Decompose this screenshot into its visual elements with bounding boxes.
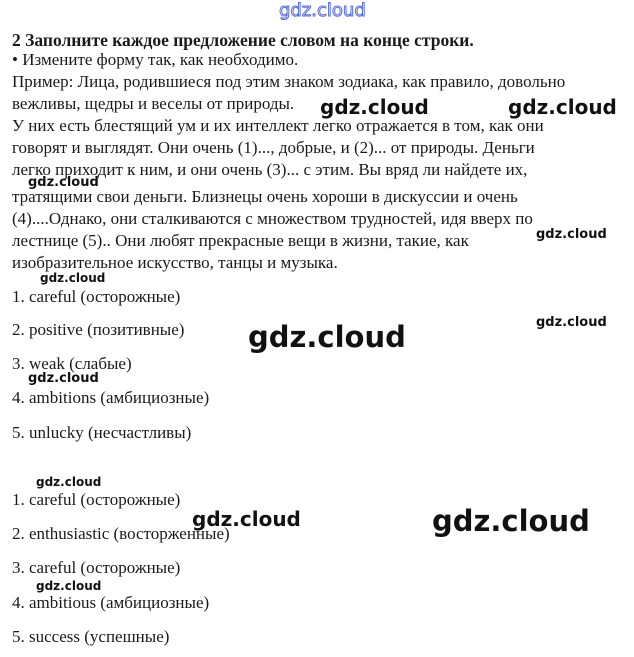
answer-item: 5. unlucky (несчастливы) <box>12 423 192 442</box>
answer-item: 2. positive (позитивные) <box>12 320 185 339</box>
answer-item: 2. enthusiastic (восторженные) <box>12 524 230 543</box>
answer-item: 3. weak (слабые) <box>12 354 132 373</box>
watermark-large: gdz.cloud <box>248 320 406 354</box>
watermark: gdz.cloud <box>192 507 301 531</box>
watermark: gdz.cloud <box>536 227 607 242</box>
answer-item: 3. careful (осторожные) <box>12 558 181 577</box>
task-text-line: лестнице (5).. Они любят прекрасные вещи в жизни, такие, как <box>12 231 469 250</box>
watermark: gdz.cloud <box>40 271 106 285</box>
task-text-line: говорят и выглядят. Они очень (1)..., добрые, и (2)... от природы. Деньги <box>12 138 535 157</box>
watermark: gdz.cloud <box>536 315 607 330</box>
task-text-line: (4)....Однако, они сталкиваются с множеством трудностей, идя вверх по <box>12 209 533 228</box>
task-instruction: • Измените форму так, как необходимо. <box>12 50 299 69</box>
task-text-line: изобразительное искусство, танцы и музыка. <box>12 253 338 272</box>
task-text-line: вежливы, щедры и веселы от природы. <box>12 94 295 113</box>
watermark: gdz.cloud <box>28 175 99 190</box>
answer-item: 4. ambitions (амбициозные) <box>12 388 210 407</box>
watermark: gdz.cloud <box>320 95 429 119</box>
answer-item: 4. ambitious (амбициозные) <box>12 593 210 612</box>
answer-item: 1. careful (осторожные) <box>12 490 181 509</box>
answer-item: 1. careful (осторожные) <box>12 287 181 306</box>
watermark-large: gdz.cloud <box>432 504 590 538</box>
watermark: gdz.cloud <box>36 579 102 593</box>
watermark: gdz.cloud <box>508 95 617 119</box>
task-text-line: Пример: Лица, родившиеся под этим знаком зодиака, как правило, довольно <box>12 72 566 91</box>
watermark: gdz.cloud <box>28 371 99 386</box>
task-title: 2 Заполните каждое предложение словом на конце строки. <box>12 30 474 50</box>
task-text-line: легко приходит к ним, и они очень (3)... с этим. Вы вряд ли найдете их, <box>12 160 528 179</box>
task-text-line: тратящими свои деньги. Близнецы очень хороши в дискуссии и очень <box>12 187 518 206</box>
watermark: gdz.cloud <box>36 475 102 489</box>
task-text-line: У них есть блестящий ум и их интеллект легко отражается в том, как они <box>12 116 544 135</box>
answer-item: 5. success (успешные) <box>12 627 170 646</box>
watermark-header: gdz.cloud <box>279 0 366 21</box>
